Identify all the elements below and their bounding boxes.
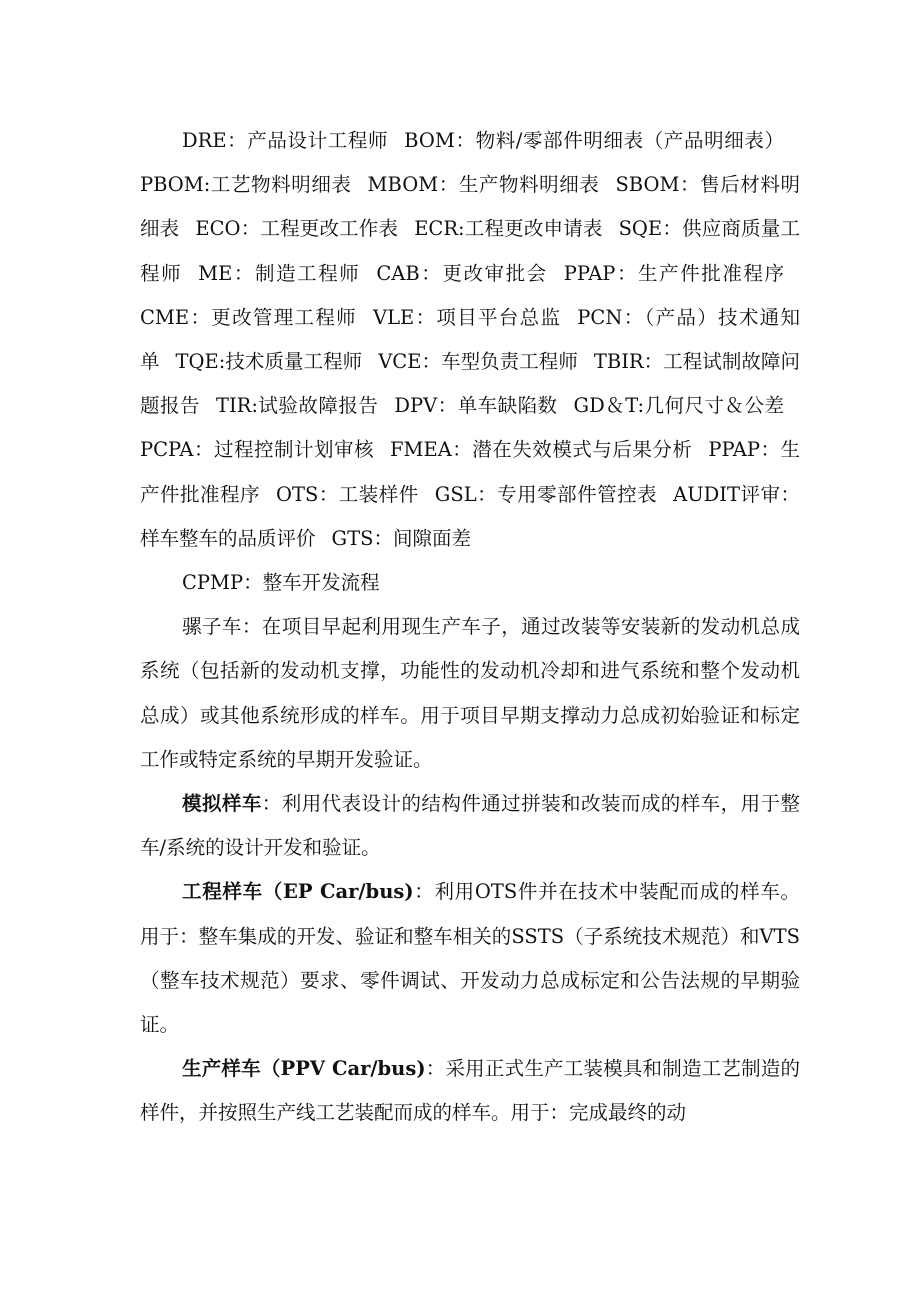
glossary-term: GTS：间隙面差	[331, 526, 471, 550]
section-text: ：利用代表设计的结构件通过拼装和改装而成的样车，用于整车/系统的设计开发和验证。	[140, 792, 800, 860]
glossary-term: GSL：专用零部件管控表	[434, 482, 658, 506]
glossary-term: CME：更改管理工程师	[140, 305, 357, 329]
cpmp-heading: CPMP：整车开发流程	[182, 571, 380, 595]
glossary-term: DRE：产品设计工程师	[182, 129, 389, 152]
section-text: 骡子车：在项目早起利用现生产车子，通过改装等安装新的发动机总成系统（包括新的发动机支撑，功能性的发动机冷却和进气系统和整个发动机总成）或其他系统形成的样车。用于项目早期支撑动力总成初始验证和标定工作或特定系统的早期开发验证。	[140, 615, 800, 771]
glossary-term: PBOM:工艺物料明细表	[140, 173, 352, 197]
glossary-term: ECR:工程更改申请表	[414, 217, 603, 241]
glossary-block	[140, 119, 800, 561]
glossary-term: DPV：单车缺陷数	[394, 394, 558, 418]
glossary-term: PCN：（产品）技术通知单	[140, 305, 801, 374]
glossary-term: PPAP：生产件批准程序	[140, 438, 800, 506]
section-text: ：采用正式生产工装模具和制造工艺制造的样件，并按照生产线工艺装配而成的样车。用于：完成最终的动	[140, 1057, 800, 1125]
glossary-term: TQE:技术质量工程师	[175, 350, 363, 374]
section-text: ：利用OTS件并在技术中装配而成的样车。用于：整车集成的开发、验证和整车相关的SSTS（子系统技术规范）和VTS（整车技术规范）要求、零件调试、开发动力总成标定和公告法规的早期验证。	[140, 880, 800, 1037]
glossary-term: PPAP：生产件批准程序	[563, 261, 784, 285]
section-title: 工程样车（EP Car/bus)	[182, 880, 414, 904]
section-production-car	[140, 1047, 800, 1135]
glossary-term: BOM：物料/零部件明细表（产品明细表）	[404, 129, 784, 152]
glossary-term: ECO：工程更改工作表	[195, 217, 399, 241]
glossary-term: TBIR：工程试制故障问题报告	[140, 350, 800, 418]
section-title: 生产样车（PPV Car/bus)	[182, 1057, 426, 1081]
glossary-term: FMEA：潜在失效模式与后果分析	[389, 438, 693, 462]
glossary-term: TIR:试验故障报告	[215, 394, 379, 418]
glossary-term: OTS：工装样件	[275, 482, 419, 506]
glossary-term: MBOM：生产物料明细表	[367, 173, 600, 197]
glossary-term: PCPA：过程控制计划审核	[140, 438, 374, 462]
document-body	[140, 119, 800, 1136]
glossary-term: AUDIT评审：样车整车的品质评价	[140, 482, 800, 550]
glossary-term: ME：制造工程师	[198, 261, 361, 285]
glossary-term: GD＆T:几何尺寸＆公差	[573, 394, 784, 418]
section-simulation-car	[140, 782, 800, 870]
glossary-term: VCE：车型负责工程师	[378, 350, 578, 374]
glossary-term: VLE：项目平台总监	[372, 305, 562, 329]
section-engineering-car	[140, 870, 800, 1047]
glossary-term: CAB：更改审批会	[376, 261, 548, 285]
glossary-term: SBOM：售后材料明细表	[140, 173, 800, 241]
section-mule-car	[140, 605, 800, 782]
section-title: 模拟样车	[182, 792, 262, 816]
glossary-term: SQE：供应商质量工程师	[140, 217, 800, 285]
